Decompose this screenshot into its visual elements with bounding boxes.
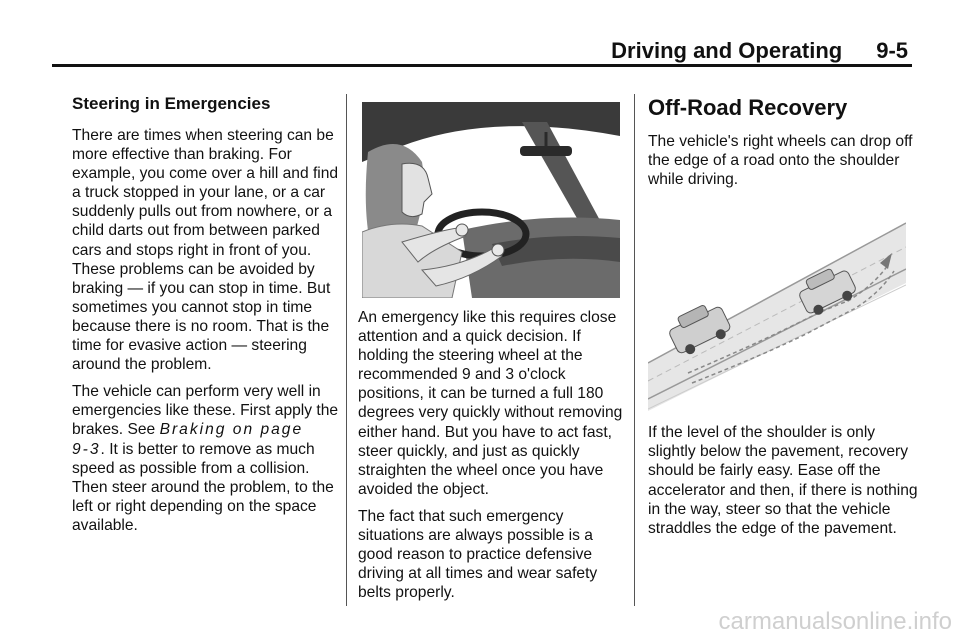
column-divider-2 (634, 94, 635, 606)
emergency-paragraph-2: The fact that such emergency situations are always possible is a good reason to practice defensive driving at all times and wear safety belts properly. (358, 507, 598, 602)
steering-paragraph-2 (72, 382, 340, 535)
emergency-paragraph-1: An emergency like this requires close attention and a quick decision. If holding the steering wheel at the recommended 9 and 3 o'clock positions, it can be turned a full 180 degrees very quickly without removing either hand. But you have to act fast, steer quickly, and just as quickly straighten the wheel once you have avoided the object. (358, 309, 623, 498)
section-title: Driving and Operating (611, 38, 843, 63)
braking-page-link[interactable]: Braking on page 9‑3 (72, 421, 304, 458)
watermark: carmanualsonline.info (718, 608, 952, 635)
off-road-paragraph-1: The vehicle's right wheels can drop off the edge of a road onto the shoulder while driving. (648, 133, 913, 189)
steering-paragraph-1: There are times when steering can be more effective than braking. For example, you come over a hill and find a truck stopped in your lane, or a car suddenly pulls out from nowhere, or a child darts out from between parked cars and stops right in front of you. These problems can be avoided by braking — if you can stop in time. But sometimes you cannot stop in time because there is no room. That is the time for evasive action — steering around the problem. (72, 127, 339, 374)
paragraph-text-before: The vehicle can perform very well in emergencies like these. First apply the brakes. See (72, 383, 339, 439)
off-road-heading: Off-Road Recovery (648, 95, 848, 120)
column-middle (358, 94, 628, 610)
column-right (648, 94, 920, 546)
page-header (0, 0, 960, 66)
steering-heading: Steering in Emergencies (72, 94, 271, 113)
page-number: 9-5 (876, 38, 908, 63)
paragraph-text-after: . It is better to remove as much speed as possible from a collision. Then steer around the problem, to the left or right depending on the space available. (72, 440, 334, 534)
off-road-recovery-illustration (648, 213, 906, 411)
off-road-paragraph-2: If the level of the shoulder is only slightly below the pavement, recovery should be fairly easy. Ease off the accelerator and then, if there is nothing in the way, steer so that the vehicle straddles the edge of the pavement. (648, 424, 918, 537)
column-divider-1 (346, 94, 347, 606)
driver-steering-illustration (362, 102, 620, 298)
header-title (611, 38, 908, 64)
header-rule (52, 64, 912, 67)
column-left (72, 94, 340, 543)
